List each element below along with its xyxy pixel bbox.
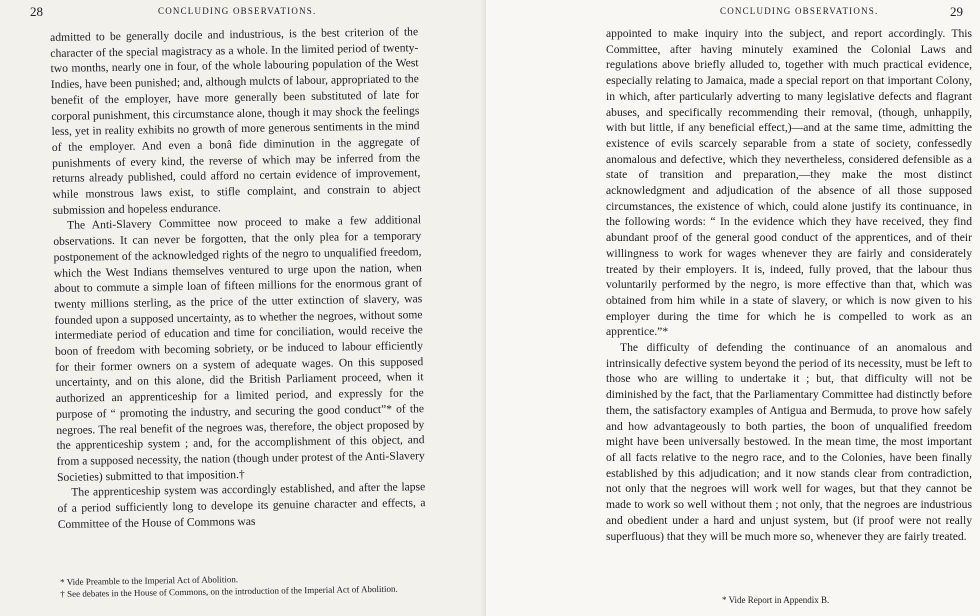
left-body-text [50,24,426,532]
left-paragraph-2: The Anti-Slavery Committee now proceed to make a few additional observations. It can never be forgotten, that the only plea for a temporary postponement of the acknowledged rights of the negro to unqualified freedom, which the West Indians themselves ventured to urge upon the nation, when about to commute a simple loan of fifteen millions for the enormous grant of twenty millions sterling, as the price of the utter extinction of slavery, was founded upon a supposed uncertainty, as to whether the negroes, without some intermediate period of education and time for conciliation, would receive the boon of freedom with becoming sobriety, or be induced to labour efficiently for their former owners on a system of adequate wages. On this supposed uncertainty, and on this alone, did the British Parliament proceed, when it authorized an apprenticeship for a limited period, and expressly for the purpose of “ promoting the industry, and securing the good conduct”* of the negroes. The real benefit of the negroes was, therefore, the object proposed by the apprenticeship system ; and, for the accomplishment of this object, and from a supposed necessity, the nation (though under protest of the Anti-Slavery Societies) submitted to that imposition.† [53,213,425,484]
right-paragraph-1: appointed to make inquiry into the subject, and report accordingly. This Committee, after having minutely examined the Colonial Laws and regulations above briefly alluded to, together with much practical evidence, especially relating to Jamaica, made a special report on that important Colony, in which, after particularly adverting to many legislative defects and flagrant abuses, and specifically recommending their removal, (though, unhappily, with but little, if any beneficial effect,)—and at the same time, admitting the existence of evils scarcely separable from a state of society, confessedly anomalous and defective, which they nevertheless, considered defensible as a state of transition and preparation,—they make the most distinct acknowledgment and adjudication of the absence of all those supposed circumstances, the existence of which, could alone justify its continuance, in the following words: “ In the evidence which they have received, they find abundant proof of the general good conduct of the apprentices, and of their willingness to work for wages whenever they are fairly and considerately treated by their employers. It is, indeed, fully proved, that the labour thus voluntarily performed by the negro, is more effective than that, which was obtained from him while in a state of slavery, or which is now given to his employer during the time for which he is compelled to work as an apprentice.”* [606,27,972,339]
right-running-head: CONCLUDING OBSERVATIONS. [720,6,879,16]
right-body-text [606,26,972,544]
left-paragraph-3: The apprenticeship system was accordingly established, and after the lapse of a period sufficiently long to develope its genuine character and effects, a Committee of the House of Commons was [57,480,426,531]
right-footnote-1: * Vide Report in Appendix B. [722,595,830,605]
left-footnote-2: † See debates in the House of Commons, on the introduction of the Imperial Act of Abolition. [60,583,398,599]
left-page-number: 28 [30,4,43,19]
right-paragraph-2: The difficulty of defending the continuance of an anomalous and intrinsically defective system beyond the period of its necessity, must be left to those who are willing to undertake it ; but, that difficulty will not be diminished by the fact, that the Parliamentary Committee had distinctly before them, the satisfactory examples of Antigua and Bermuda, to prove how safely and how advantageously to both parties, the boon of unqualified freedom might have been universally bestowed. In the mean time, the most important of all facts relative to the negro race, and to the Colonies, have been finally established by this adjudication; and it now stands clear from contradiction, not only that the negroes will work well for wages, but that they cannot be made to work so well without them ; not only, that the negroes are industrious and obedient under a hard and unjust system, but (if proof were not really superfluous) that they will be much more so, whenever they are fairly treated. [606,341,972,543]
left-running-head: CONCLUDING OBSERVATIONS. [158,6,317,16]
right-footnotes [722,594,942,606]
left-footnote-1: * Vide Preamble to the Imperial Act of Abolition. [60,574,239,587]
right-page-number: 29 [950,4,963,19]
left-paragraph-1: admitted to be generally docile and industrious, is the best criterion of the character of the special magistracy as a whole. In the limited period of twenty-two months, nearly one in four, of the whole labouring population of the West Indies, have been punished; and, although mulcts of labour, appropriated to the benefit of the employer, have more generally been substituted of late for corporal punishment, this circumstance alone, though it may shock the feelings less, yet in reality exhibits no growth of more generous sentiments in the mind of the employer. And even a bonâ fide diminution in the aggregate of punishments of every kind, the reverse of which may be inferred from the returns already published, could afford no certain evidence of improvement, while monstrous laws exist, to stifle complaint, and constrain to abject submission and hopeless endurance. [50,25,421,217]
